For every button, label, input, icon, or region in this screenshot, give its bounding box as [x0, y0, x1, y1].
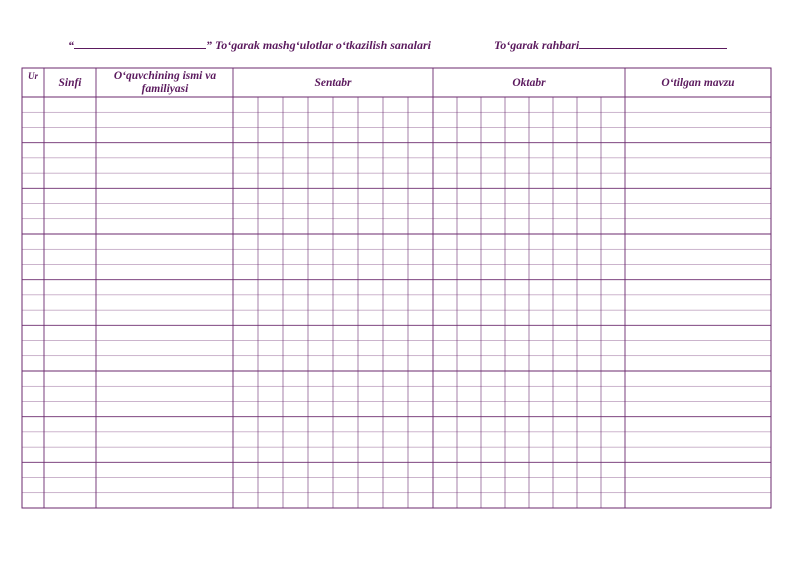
leader-label: To‘garak rahbari [494, 38, 580, 52]
col-month1-header: Sentabr [314, 77, 352, 89]
col-student-name-header: O‘quvchining ismi va familiyasi [113, 70, 217, 95]
open-quote: “ [68, 38, 74, 52]
col-month2-header: Oktabr [512, 77, 546, 89]
col-number-header: Ur [27, 71, 38, 81]
dates-title-text: ” To‘garak mashg‘ulotlar o‘tkazilish sanalari [206, 38, 431, 52]
col-class-header: Sinfi [58, 77, 82, 89]
table-border [22, 68, 771, 508]
col-topic-header: O‘tilgan mavzu [661, 77, 735, 89]
